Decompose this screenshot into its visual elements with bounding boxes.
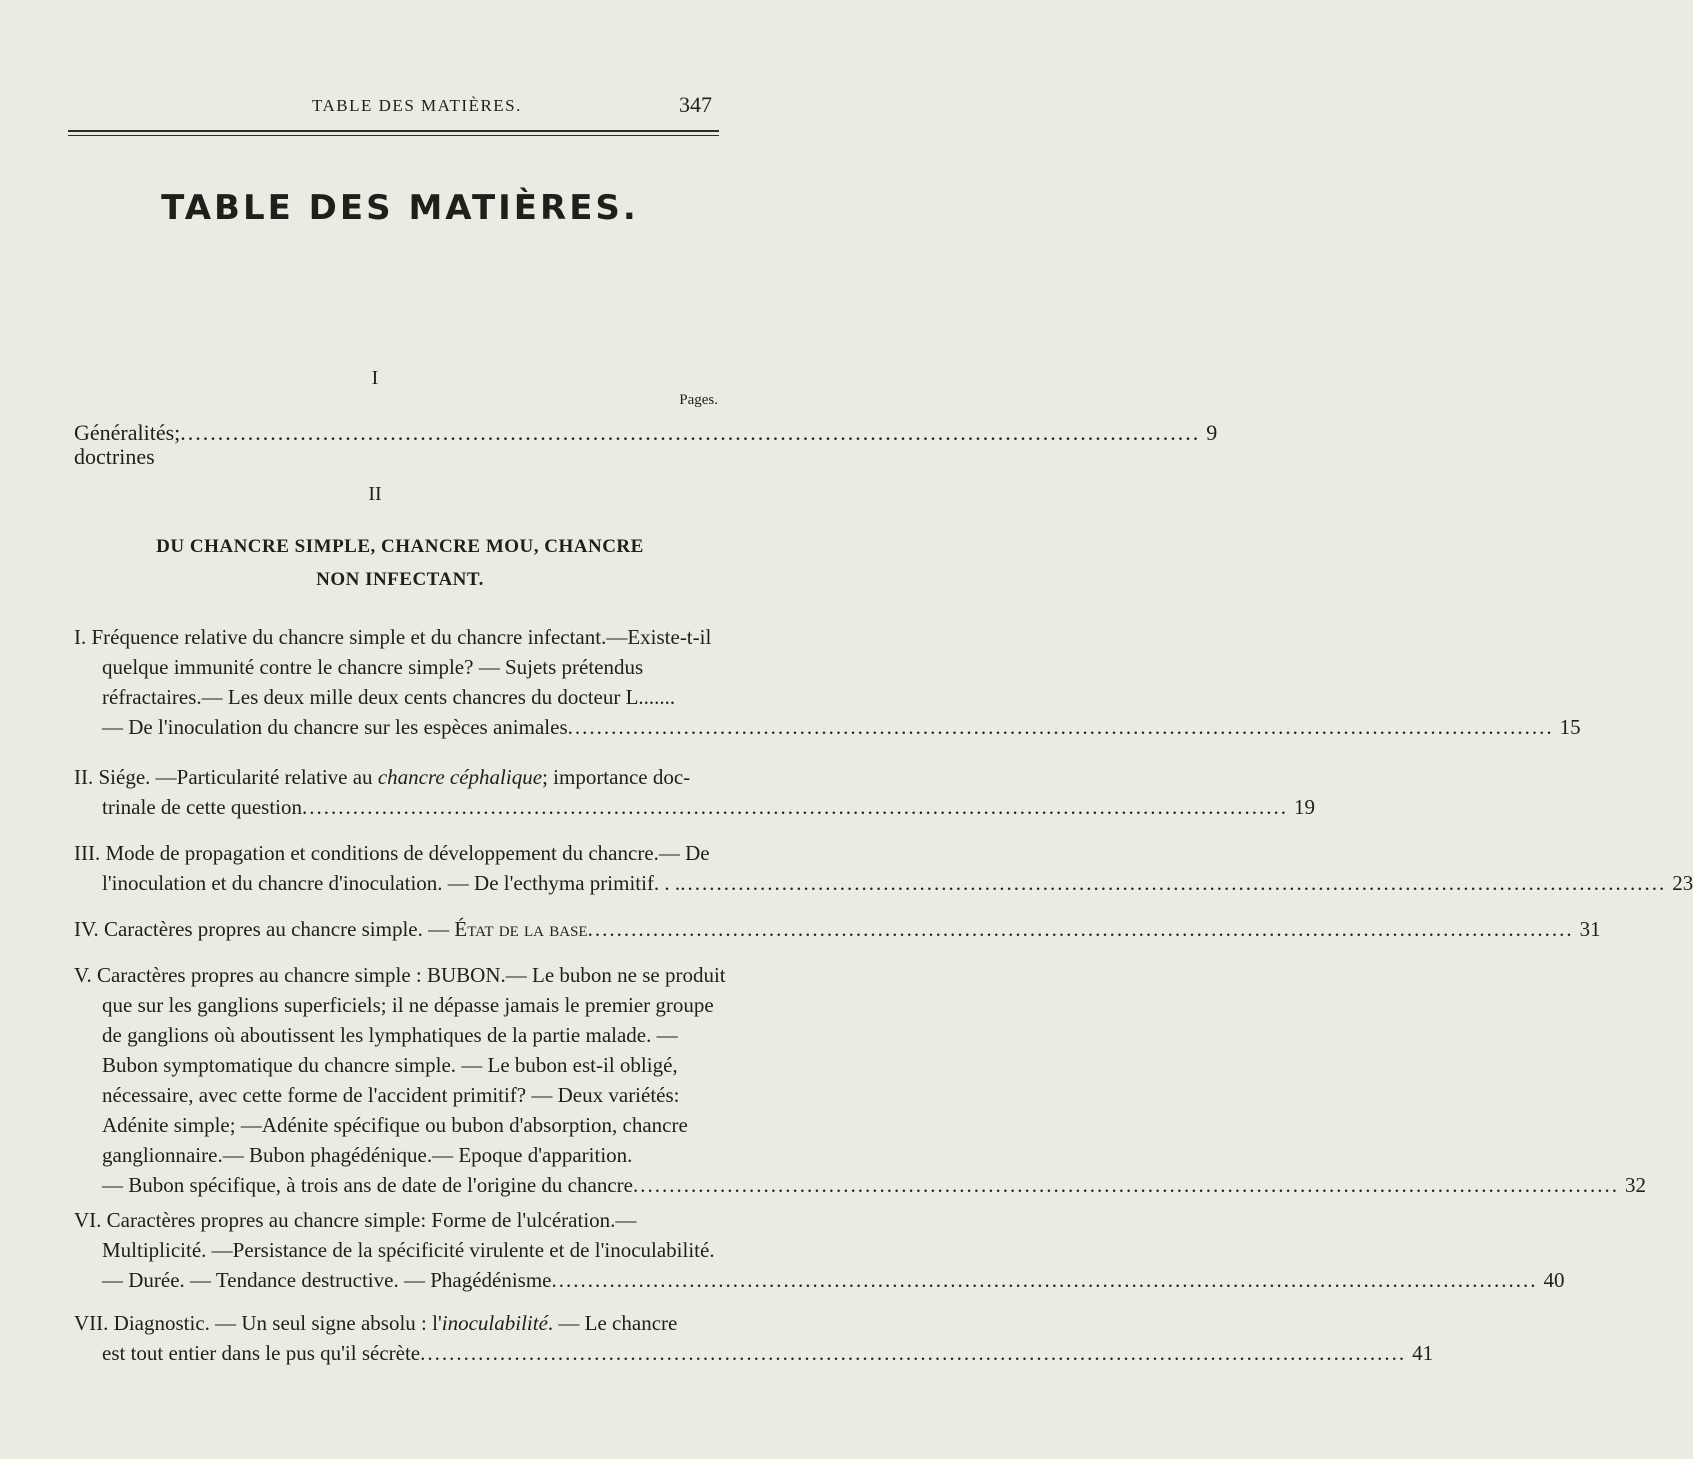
part-one-numeral: I (371, 367, 379, 389)
entry-text-b: . — Le chancre (547, 1311, 678, 1335)
part-two-numeral: II (368, 483, 382, 505)
entry-text-a: Siége. —Particularité relative au (98, 765, 378, 789)
dot-leader: ........................................................................................................................................ (180, 420, 1201, 445)
toc-entry-4 (74, 914, 1601, 944)
dot-leader: ........................................................................................................................................ (632, 1173, 1619, 1197)
page-number: 347 (679, 92, 712, 117)
toc-entry-generalites (74, 420, 1218, 469)
entry-page: 32 (1624, 1173, 1646, 1197)
dot-leader: ........................................................................................................................................ (302, 795, 1289, 819)
entry-number: III. (74, 841, 101, 865)
entry-page: 15 (1559, 715, 1581, 739)
page-title: TABLE DES MATIÈRES. (161, 188, 639, 228)
dot-leader: ........................................................................................................................................ (680, 871, 1667, 895)
entry-page: 19 (1294, 795, 1316, 819)
toc-entry-page: 9 (1206, 420, 1218, 445)
entry-text: Mode de propagation et conditions de développement du chancre.— De (105, 841, 710, 865)
entry-text-b: ; importance doc- (542, 765, 691, 789)
toc-entry-1 (74, 622, 1581, 742)
running-head-title: TABLE DES MATIÈRES. (312, 96, 522, 115)
running-head (0, 92, 800, 126)
header-rule-thin (68, 135, 719, 136)
dot-leader: ........................................................................................................................................ (420, 1341, 1407, 1365)
pages-column-label: Pages. (679, 392, 718, 408)
entry-number: V. (74, 963, 92, 987)
toc-entry-3 (74, 838, 1693, 898)
header-rule-thick (68, 130, 719, 132)
dot-leader: ........................................................................................................................................ (551, 1268, 1538, 1292)
entry-number: I. (74, 625, 87, 649)
toc-entry-2 (74, 762, 1316, 822)
toc-entry-6 (74, 1205, 1565, 1295)
dot-leader: ........................................................................................................................................ (567, 715, 1554, 739)
toc-entry-7 (74, 1308, 1434, 1368)
toc-entry-5 (74, 960, 1646, 1200)
entry-text-italic: inoculabilité (441, 1311, 548, 1335)
entry-page: 41 (1412, 1341, 1434, 1365)
entry-page: 23 (1672, 871, 1693, 895)
entry-number: VII. (74, 1311, 109, 1335)
entry-text-italic: chancre céphalique (377, 765, 543, 789)
entry-number: VI. (74, 1208, 102, 1232)
section-heading (0, 530, 800, 596)
entry-number: II. (74, 765, 94, 789)
entry-last-line: — De l'inoculation du chancre sur les espèces animales (102, 715, 568, 739)
entry-text: Caractères propres au chancre simple : BUBON.— Le bubon ne se produit que sur les ganglions superficiels; il ne dépasse jamais le premier groupe de ganglions où aboutissent les lymphatiques de la partie malade. — Bubon symptomatique du chancre simple. — Le bubon est-il obligé, nécessaire, avec cette forme de l'accident primitif? — Deux variétés: Adénite simple; —Adénite spécifique ou bubon d'absorption, chancre ganglionnaire.— Bubon phagédénique.— Epoque d'apparition. (96, 963, 726, 1167)
entry-last-line: l'inoculation et du chancre d'inoculation. — De l'ecthyma primitif. . . (102, 871, 681, 895)
dot-leader: ........................................................................................................................................ (587, 917, 1574, 941)
entry-last-line: — Durée. — Tendance destructive. — Phagédénisme (102, 1268, 552, 1292)
entry-text-smallcaps: État de la base (454, 917, 588, 941)
entry-text: Caractères propres au chancre simple. — (103, 917, 455, 941)
toc-entry-text: Généralités; doctrines (74, 420, 181, 469)
entry-last-line: est tout entier dans le pus qu'il sécrète (102, 1341, 421, 1365)
entry-last-line: — Bubon spécifique, à trois ans de date de l'origine du chancre (102, 1173, 633, 1197)
entry-text-a: Diagnostic. — Un seul signe absolu : l' (113, 1311, 442, 1335)
entry-text: Caractères propres au chancre simple: Forme de l'ulcération.— Multiplicité. —Persistance de la spécificité virulente et de l'inoculabilité. (102, 1208, 715, 1262)
entry-last-line: trinale de cette question (102, 795, 303, 819)
entry-page: 31 (1579, 917, 1601, 941)
entry-number: IV. (74, 917, 99, 941)
section-heading-text: DU CHANCRE SIMPLE, CHANCRE MOU, CHANCRE NON INFECTANT. (156, 536, 644, 590)
entry-text: Fréquence relative du chancre simple et du chancre infectant.—Existe-t-il quelque immunité contre le chancre simple? — Sujets prétendus réfractaires.— Les deux mille deux cents chancres du docteur L....... (91, 625, 712, 709)
entry-page: 40 (1543, 1268, 1565, 1292)
